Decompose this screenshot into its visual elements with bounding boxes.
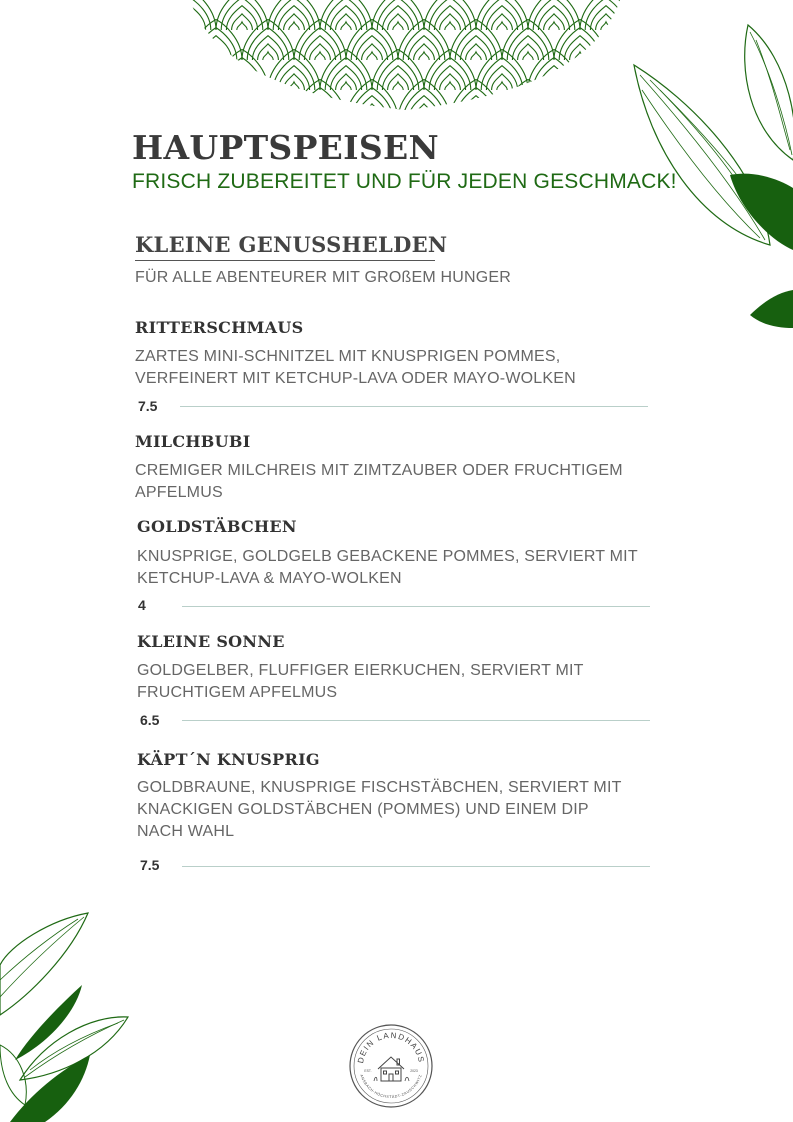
section-title: KLEINE GENUSSHELDEN xyxy=(135,232,448,257)
page-subtitle: FRISCH ZUBEREITET UND FÜR JEDEN GESCHMACK! xyxy=(132,170,677,193)
description-line: GOLDGELBER, FLUFFIGER EIERKUCHEN, SERVIERT MIT xyxy=(137,662,584,679)
menu-item-description xyxy=(137,546,677,590)
description-line: APFELMUS xyxy=(135,484,223,501)
price-divider xyxy=(180,406,648,407)
description-line: ZARTES MINI-SCHNITZEL MIT KNUSPRIGEN POMMES, xyxy=(135,348,561,365)
menu-item-name: MILCHBUBI xyxy=(135,432,251,451)
menu-item-name: RITTERSCHMAUS xyxy=(135,318,304,337)
logo-year-right: 2023 xyxy=(410,1069,418,1073)
description-line: GOLDBRAUNE, KNUSPRIGE FISCHSTÄBCHEN, SERVIERT MIT xyxy=(137,779,622,796)
description-line: VERFEINERT MIT KETCHUP-LAVA ODER MAYO-WOLKEN xyxy=(135,370,576,387)
landhaus-logo xyxy=(348,1023,434,1109)
description-line: NACH WAHL xyxy=(137,823,235,840)
description-line: KNACKIGEN GOLDSTÄBCHEN (POMMES) UND EINEM DIP xyxy=(137,801,589,818)
logo-text-bottom: ANSBACH-HÖCHSTÄDT-ZAUSCHWITZ xyxy=(359,1073,423,1100)
menu-item-name: KÄPT´N KNUSPRIG xyxy=(137,750,320,769)
menu-item-description xyxy=(137,660,677,704)
scale-pattern-decoration xyxy=(190,0,620,112)
menu-item-description xyxy=(137,777,677,843)
description-line: KNUSPRIGE, GOLDGELB GEBACKENE POMMES, SERVIERT MIT xyxy=(137,548,638,565)
description-line: KETCHUP-LAVA & MAYO-WOLKEN xyxy=(137,570,402,587)
leaf-decoration-bottom-left xyxy=(0,905,140,1122)
price-divider xyxy=(182,866,650,867)
menu-item-price: 4 xyxy=(138,597,146,613)
price-divider xyxy=(182,606,650,607)
menu-item-description xyxy=(135,460,675,504)
menu-item-price: 7.5 xyxy=(138,398,158,414)
description-line: CREMIGER MILCHREIS MIT ZIMTZAUBER ODER FRUCHTIGEM xyxy=(135,462,623,479)
page-title: HAUPTSPEISEN xyxy=(132,128,439,167)
menu-item-price: 7.5 xyxy=(140,857,160,873)
menu-item-description xyxy=(135,346,675,390)
menu-item-price: 6.5 xyxy=(140,712,160,728)
price-divider xyxy=(182,720,650,721)
logo-year-left: EST. xyxy=(364,1069,372,1073)
section-subtitle: FÜR ALLE ABENTEURER MIT GROßEM HUNGER xyxy=(135,269,512,286)
logo-text-top: DEIN LANDHAUS xyxy=(356,1030,426,1065)
menu-item-name: KLEINE SONNE xyxy=(137,632,285,651)
section-title-underline xyxy=(135,260,435,261)
description-line: FRUCHTIGEM APFELMUS xyxy=(137,684,338,701)
menu-item-name: GOLDSTÄBCHEN xyxy=(137,517,297,536)
